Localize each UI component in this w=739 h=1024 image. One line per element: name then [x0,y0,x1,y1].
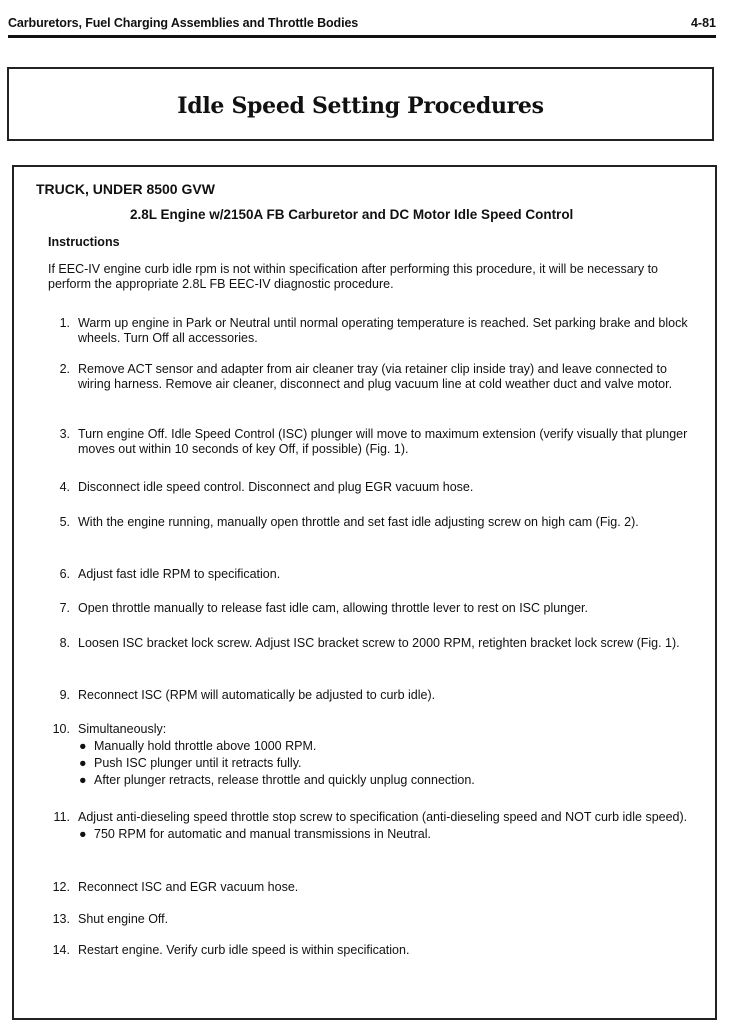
step-text: Restart engine. Verify curb idle speed is within specification. [78,943,410,957]
step-text: Adjust fast idle RPM to specification. [78,567,281,581]
step-number: 11. [53,810,70,824]
engine-heading: 2.8L Engine w/2150A FB Carburetor and DC Motor Idle Speed Control [130,207,574,222]
bullet-item: ● 750 RPM for automatic and manual transmissions in Neutral. [79,827,431,841]
step-text: Simultaneously: [78,722,167,736]
step-number: 2. [59,362,70,376]
step-number: 3. [59,427,70,441]
bullet-item: ● Push ISC plunger until it retracts fully. [79,756,302,770]
step-number: 14. [52,943,70,957]
bullet-icon: ● [79,773,87,787]
step-number: 13. [52,912,70,926]
step-text: Open throttle manually to release fast idle cam, allowing throttle lever to rest on ISC plunger. [78,601,588,615]
step-text: Loosen ISC bracket lock screw. Adjust ISC bracket screw to 2000 RPM, retighten bracket lock screw (Fig. 1). [78,636,680,650]
step-text: Turn engine Off. Idle Speed Control (ISC) plunger will move to maximum extension (verify visually that plunger moves out within 10 seconds of key Off, if possible) (Fig. 1). [78,427,688,456]
intro-paragraph: If EEC-IV engine curb idle rpm is not within specification after performing this procedure, it will be necessary to perform the appropriate 2.8L FB EEC-IV diagnostic procedure. [48,262,658,291]
page-number: 4-81 [690,16,716,30]
page-header [8,16,716,36]
step-text: Disconnect idle speed control. Disconnect and plug EGR vacuum hose. [78,480,474,494]
step-text: Shut engine Off. [78,912,169,926]
bullet-icon: ● [79,827,87,841]
step-number: 10. [52,722,70,736]
bullet-icon: ● [79,739,87,753]
step-number: 12. [52,880,70,894]
step-number: 1. [59,316,70,330]
step-text: Reconnect ISC and EGR vacuum hose. [78,880,299,894]
step-number: 9. [59,688,70,702]
step-number: 8. [59,636,70,650]
header-rule [8,35,716,38]
step-text: Remove ACT sensor and adapter from air cleaner tray (via retainer clip inside tray) and leave connected to wiring harness. Remove air cleaner, disconnect and plug vacuum line at cold weather duct and valve motor. [78,362,673,391]
step-number: 7. [59,601,70,615]
step-number: 6. [59,567,70,581]
header-section-title: Carburetors, Fuel Charging Assemblies and Throttle Bodies [8,16,359,30]
bullet-item: ● Manually hold throttle above 1000 RPM. [79,739,317,753]
step-text: Reconnect ISC (RPM will automatically be adjusted to curb idle). [78,688,436,702]
step-number: 5. [59,515,70,529]
instructions-heading: Instructions [48,235,120,249]
step-text: With the engine running, manually open throttle and set fast idle adjusting screw on high cam (Fig. 2). [78,515,639,529]
bullet-icon: ● [79,756,87,770]
step-text: Adjust anti-dieseling speed throttle stop screw to specification (anti-dieseling speed and NOT curb idle speed). [78,810,688,824]
page-title: Idle Speed Setting Procedures [177,93,544,119]
step-number: 4. [59,480,70,494]
bullet-item: ● After plunger retracts, release throttle and quickly unplug connection. [79,773,475,787]
title-box [7,67,714,141]
section-heading: TRUCK, UNDER 8500 GVW [36,181,215,197]
step-text: Warm up engine in Park or Neutral until normal operating temperature is reached. Set parking brake and block wheels. Turn Off all accessories. [78,316,688,345]
